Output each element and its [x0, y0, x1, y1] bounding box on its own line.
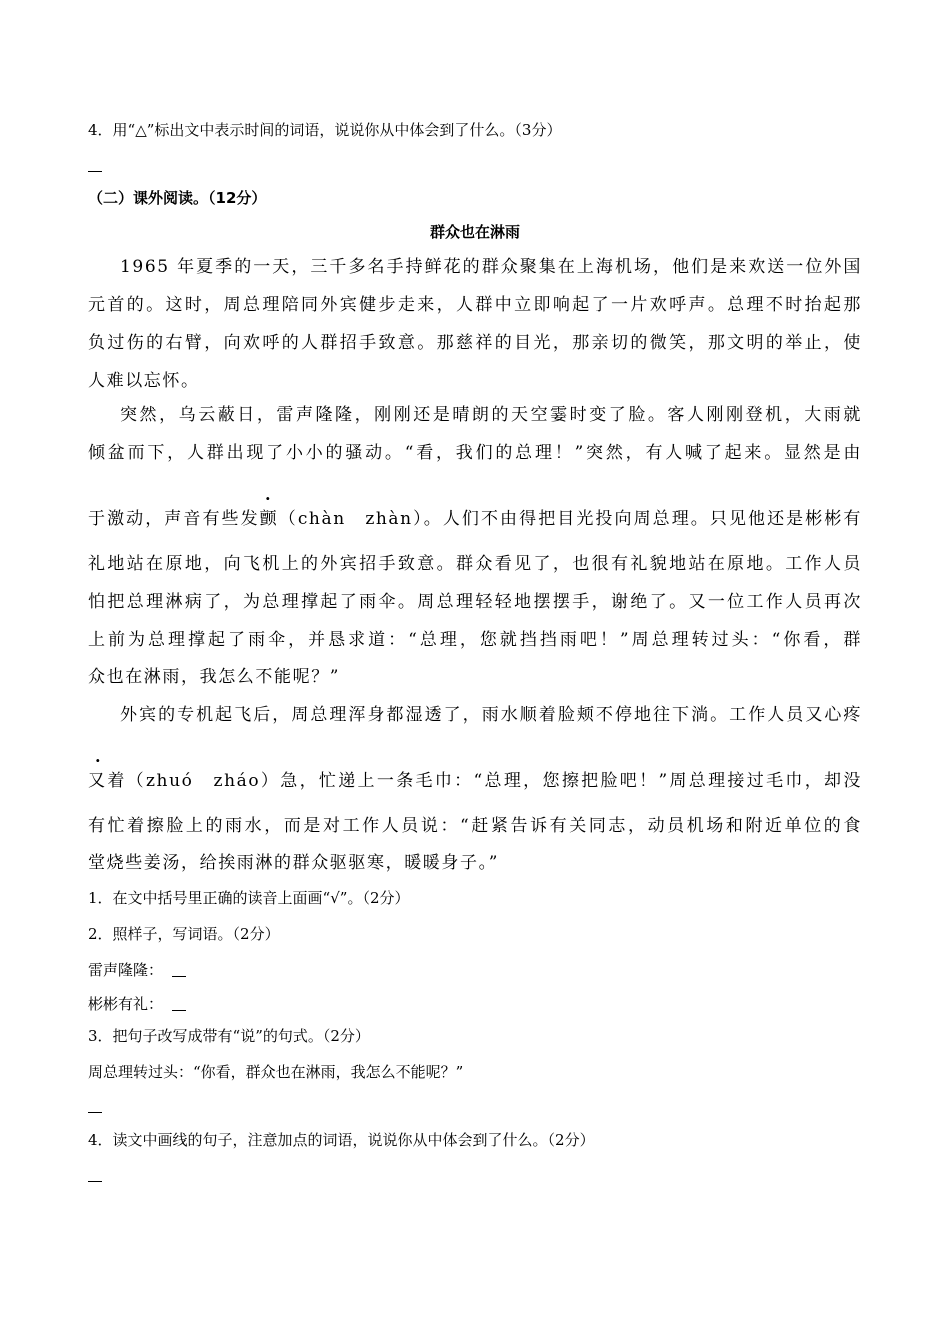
question-2-item-b: 彬彬有礼：: [88, 995, 164, 1013]
answer-blank[interactable]: [88, 1112, 102, 1113]
passage-line: 怕把总理淋病了，为总理撑起了雨伞。周总理轻轻地摆摆手，谢绝了。又一位工作人员再次: [88, 592, 862, 612]
passage-line: 突然，乌云蔽日，雷声隆隆，刚刚还是晴朗的天空霎时变了脸。客人刚刚登机，大雨就: [120, 405, 862, 425]
answer-blank[interactable]: [172, 976, 186, 977]
passage-title: 群众也在淋雨: [429, 223, 520, 241]
passage-line: 于激动，声音有些发颤（chàn zhàn）。人们不由得把目光投向周总理。只见他还是彬彬有: [88, 509, 862, 529]
passage-line: 外宾的专机起飞后，周总理浑身都湿透了，雨水顺着脸颊不停地往下淌。工作人员又心疼: [120, 705, 862, 725]
emphasis-dot: .: [265, 485, 271, 504]
passage-line: 礼地站在原地，向飞机上的外宾招手致意。群众看见了，也很有礼貌地站在原地。工作人员: [88, 554, 862, 574]
question-3-sentence: 周总理转过头：“你看，群众也在淋雨，我怎么不能呢？”: [88, 1063, 464, 1081]
passage-line: 倾盆而下，人群出现了小小的骚动。“看，我们的总理！”突然，有人喊了起来。显然是由: [88, 443, 862, 463]
answer-blank[interactable]: [88, 171, 102, 172]
question-2: 2．照样子，写词语。（2分）: [88, 925, 280, 943]
question-4: 4．读文中画线的句子，注意加点的词语，说说你从中体会到了什么。（2分）: [88, 1131, 595, 1149]
question-3: 3．把句子改写成带有“说”的句式。（2分）: [88, 1027, 370, 1045]
question-2-item-a: 雷声隆隆：: [88, 961, 164, 979]
passage-line: 有忙着擦脸上的雨水，而是对工作人员说：“赶紧告诉有关同志，动员机场和附近单位的食: [88, 816, 862, 836]
passage-line: 1965 年夏季的一天，三千多名手持鲜花的群众聚集在上海机场，他们是来欢送一位外国: [120, 257, 862, 277]
question-4-previous: 4．用“△”标出文中表示时间的词语，说说你从中体会到了什么。（3分）: [88, 121, 562, 139]
passage-line: 上前为总理撑起了雨伞，并恳求道：“总理，您就挡挡雨吧！”周总理转过头：“你看，群: [88, 630, 862, 650]
passage-line: 众也在淋雨，我怎么不能呢？”: [88, 667, 341, 687]
passage-line: 元首的。这时，周总理陪同外宾健步走来，人群中立即响起了一片欢呼声。总理不时抬起那: [88, 295, 862, 315]
passage-line: 堂烧些姜汤，给挨雨淋的群众驱驱寒，暖暖身子。”: [88, 853, 499, 873]
answer-blank[interactable]: [172, 1010, 186, 1011]
passage-line: 人难以忘怀。: [88, 371, 200, 391]
section-heading: （二）课外阅读。（12分）: [88, 189, 267, 207]
passage-line: 又着（zhuó zháo）急，忙递上一条毛巾：“总理，您擦把脸吧！”周总理接过毛巾，却没: [88, 771, 862, 791]
emphasis-dot: .: [95, 747, 101, 766]
passage-line: 负过伤的右臂，向欢呼的人群招手致意。那慈祥的目光，那亲切的微笑，那文明的举止，使: [88, 333, 862, 353]
answer-blank[interactable]: [88, 1181, 102, 1182]
question-1: 1．在文中括号里正确的读音上面画“√”。（2分）: [88, 889, 410, 907]
